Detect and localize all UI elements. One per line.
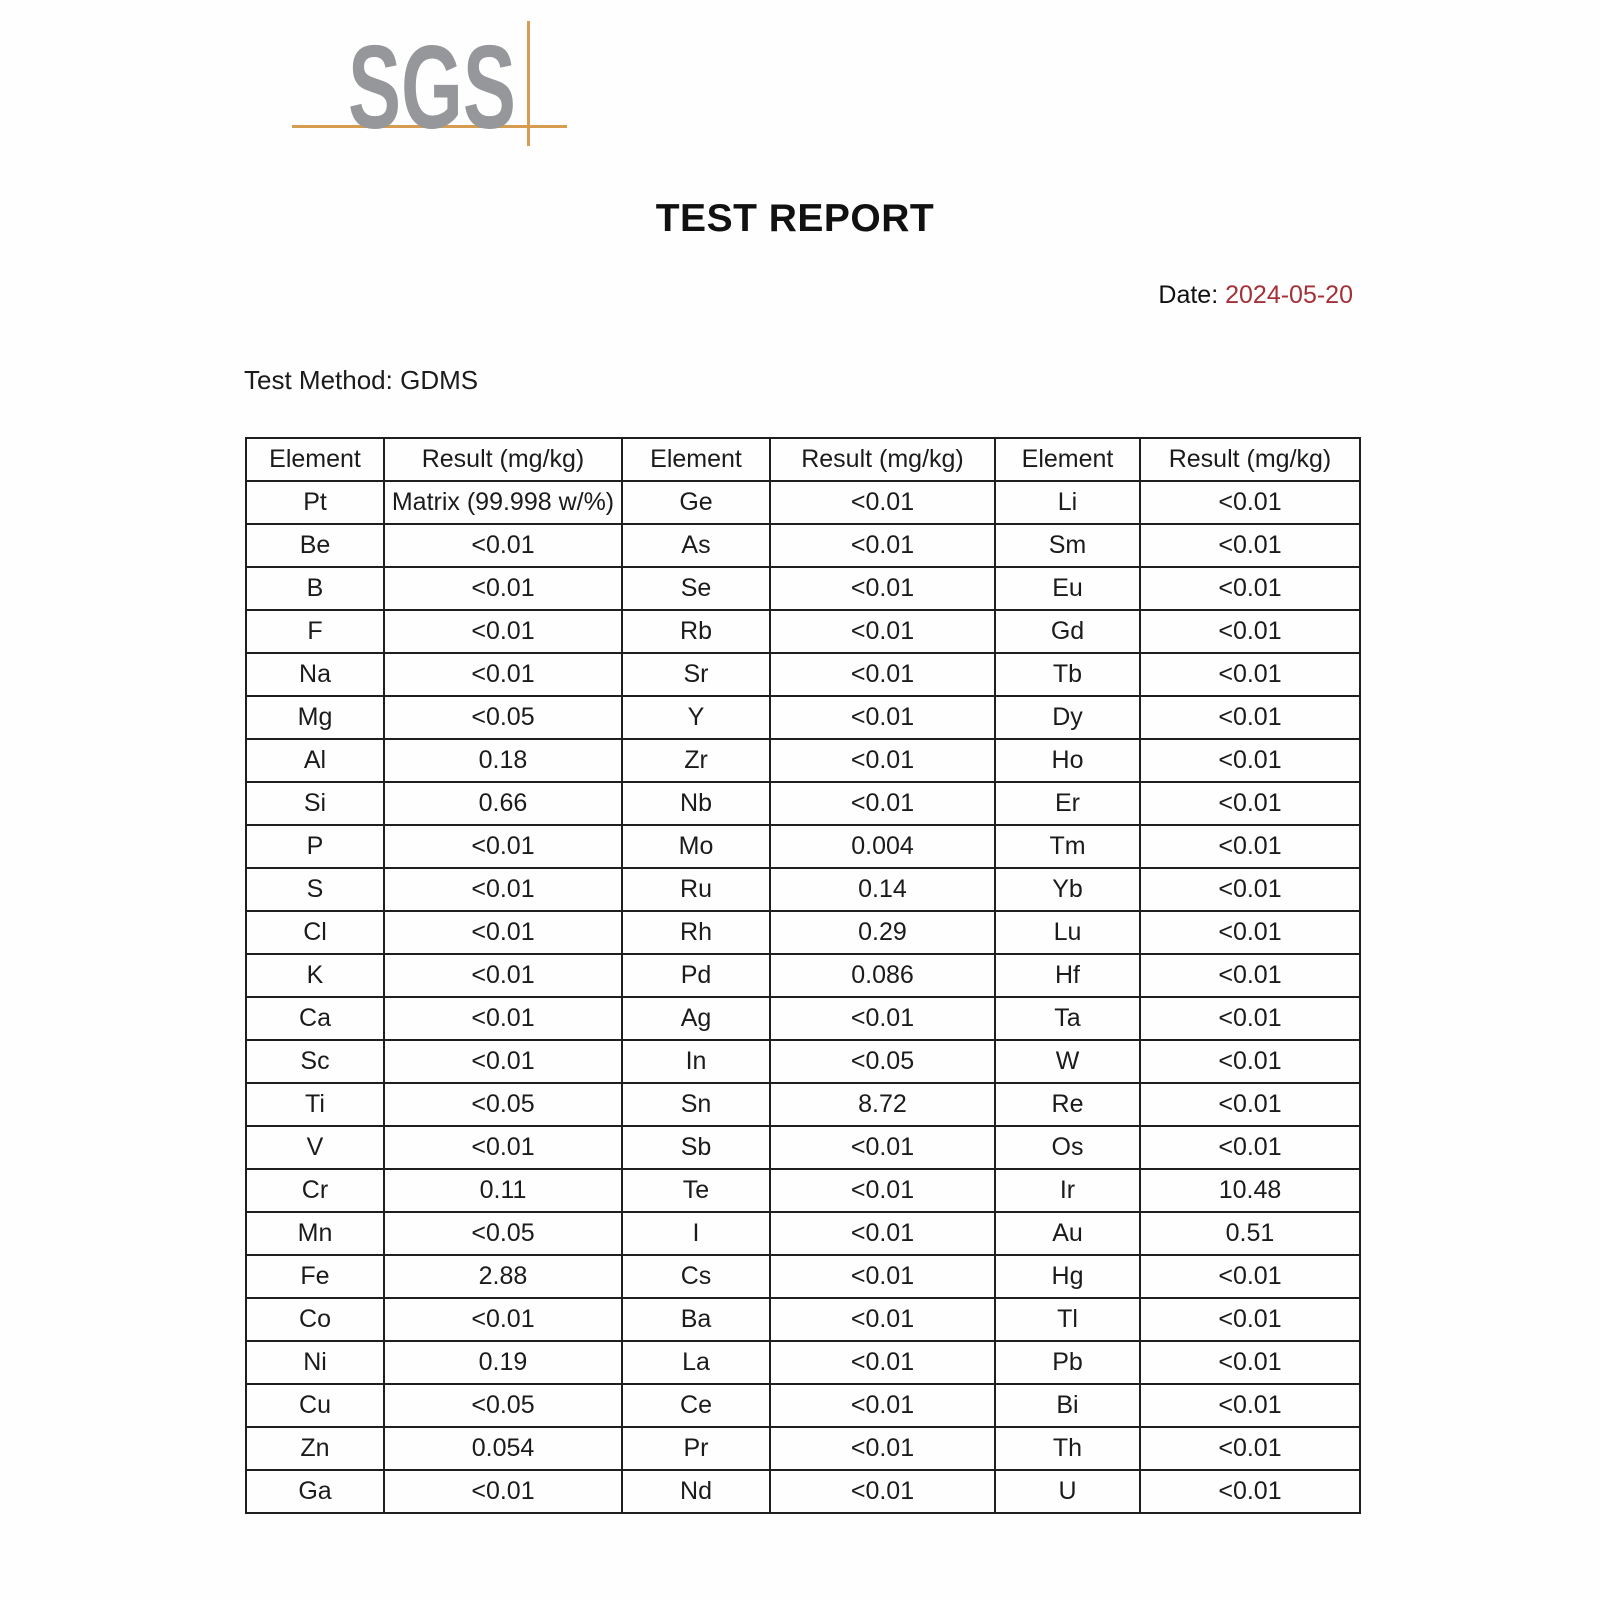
element-cell: Sm <box>995 524 1140 567</box>
result-cell: <0.01 <box>1140 610 1360 653</box>
table-header-row <box>246 438 1360 481</box>
element-cell: Ge <box>622 481 770 524</box>
table-row <box>246 567 1360 610</box>
logo-text: SGS <box>348 21 516 154</box>
element-cell: Hg <box>995 1255 1140 1298</box>
result-cell: <0.01 <box>770 1384 995 1427</box>
date-value: 2024-05-20 <box>1225 281 1353 309</box>
sgs-logo <box>0 0 640 175</box>
element-cell: Rh <box>622 911 770 954</box>
element-cell: Pt <box>246 481 384 524</box>
result-cell: <0.01 <box>770 1298 995 1341</box>
result-cell: <0.01 <box>1140 1427 1360 1470</box>
element-cell: Ce <box>622 1384 770 1427</box>
result-cell: <0.01 <box>384 524 622 567</box>
result-cell: <0.01 <box>770 1126 995 1169</box>
result-cell: <0.01 <box>770 696 995 739</box>
table-row <box>246 1427 1360 1470</box>
element-cell: Si <box>246 782 384 825</box>
element-cell: Sn <box>622 1083 770 1126</box>
element-cell: V <box>246 1126 384 1169</box>
element-cell: Na <box>246 653 384 696</box>
table-row <box>246 524 1360 567</box>
result-cell: <0.01 <box>1140 1040 1360 1083</box>
table-row <box>246 1212 1360 1255</box>
result-cell: <0.01 <box>1140 782 1360 825</box>
column-header-result-3: Result (mg/kg) <box>1140 438 1360 481</box>
table-row <box>246 481 1360 524</box>
result-cell: <0.01 <box>1140 1083 1360 1126</box>
element-cell: K <box>246 954 384 997</box>
result-cell: <0.05 <box>384 1384 622 1427</box>
result-cell: <0.01 <box>770 481 995 524</box>
table-row <box>246 1298 1360 1341</box>
column-header-element-3: Element <box>995 438 1140 481</box>
element-cell: Pr <box>622 1427 770 1470</box>
element-cell: Cr <box>246 1169 384 1212</box>
result-cell: <0.01 <box>1140 954 1360 997</box>
result-cell: <0.01 <box>1140 1384 1360 1427</box>
column-header-element-1: Element <box>246 438 384 481</box>
element-cell: Co <box>246 1298 384 1341</box>
result-cell: <0.01 <box>1140 1470 1360 1513</box>
table-row <box>246 1169 1360 1212</box>
element-cell: Zr <box>622 739 770 782</box>
result-cell: <0.05 <box>384 696 622 739</box>
element-cell: Y <box>622 696 770 739</box>
test-method-line <box>244 366 478 394</box>
element-cell: Te <box>622 1169 770 1212</box>
result-cell: <0.01 <box>1140 1126 1360 1169</box>
result-cell: 8.72 <box>770 1083 995 1126</box>
table-row <box>246 868 1360 911</box>
result-cell: <0.01 <box>1140 653 1360 696</box>
element-cell: Tm <box>995 825 1140 868</box>
element-cell: Au <box>995 1212 1140 1255</box>
element-cell: Mo <box>622 825 770 868</box>
result-cell: <0.01 <box>770 610 995 653</box>
result-cell: <0.01 <box>384 1298 622 1341</box>
result-cell: <0.01 <box>770 653 995 696</box>
element-cell: Th <box>995 1427 1140 1470</box>
element-cell: F <box>246 610 384 653</box>
result-cell: <0.01 <box>1140 1341 1360 1384</box>
result-cell: <0.01 <box>770 1255 995 1298</box>
element-cell: Lu <box>995 911 1140 954</box>
page-title: TEST REPORT <box>655 197 935 240</box>
element-cell: Tl <box>995 1298 1140 1341</box>
element-cell: B <box>246 567 384 610</box>
table-row <box>246 1341 1360 1384</box>
element-cell: U <box>995 1470 1140 1513</box>
result-cell: <0.01 <box>384 954 622 997</box>
element-cell: Bi <box>995 1384 1140 1427</box>
element-cell: Be <box>246 524 384 567</box>
element-cell: Al <box>246 739 384 782</box>
element-cell: Zn <box>246 1427 384 1470</box>
result-cell: <0.01 <box>770 1427 995 1470</box>
element-cell: Yb <box>995 868 1140 911</box>
result-cell: <0.01 <box>1140 481 1360 524</box>
result-cell: <0.01 <box>384 997 622 1040</box>
results-table <box>245 437 1361 1514</box>
element-cell: Os <box>995 1126 1140 1169</box>
table-row <box>246 1384 1360 1427</box>
element-cell: Tb <box>995 653 1140 696</box>
result-cell: 0.19 <box>384 1341 622 1384</box>
table-row <box>246 997 1360 1040</box>
element-cell: Cu <box>246 1384 384 1427</box>
table-row <box>246 782 1360 825</box>
element-cell: I <box>622 1212 770 1255</box>
element-cell: Sb <box>622 1126 770 1169</box>
table-row <box>246 954 1360 997</box>
element-cell: S <box>246 868 384 911</box>
result-cell: <0.01 <box>1140 696 1360 739</box>
table-row <box>246 1255 1360 1298</box>
result-cell: <0.01 <box>770 567 995 610</box>
element-cell: Ni <box>246 1341 384 1384</box>
test-method-value: GDMS <box>400 365 479 395</box>
element-cell: Ho <box>995 739 1140 782</box>
table-row <box>246 653 1360 696</box>
element-cell: Ru <box>622 868 770 911</box>
table-row <box>246 825 1360 868</box>
element-cell: Fe <box>246 1255 384 1298</box>
element-cell: Pb <box>995 1341 1140 1384</box>
element-cell: As <box>622 524 770 567</box>
result-cell: 0.51 <box>1140 1212 1360 1255</box>
element-cell: Ti <box>246 1083 384 1126</box>
result-cell: <0.01 <box>384 911 622 954</box>
result-cell: <0.01 <box>770 1212 995 1255</box>
date-line <box>245 281 1353 309</box>
table-row <box>246 1470 1360 1513</box>
element-cell: Rb <box>622 610 770 653</box>
result-cell: 2.88 <box>384 1255 622 1298</box>
result-cell: 0.66 <box>384 782 622 825</box>
table-row <box>246 696 1360 739</box>
element-cell: Cs <box>622 1255 770 1298</box>
result-cell: <0.05 <box>770 1040 995 1083</box>
element-cell: Nd <box>622 1470 770 1513</box>
element-cell: Ba <box>622 1298 770 1341</box>
table-row <box>246 911 1360 954</box>
element-cell: Mn <box>246 1212 384 1255</box>
element-cell: Pd <box>622 954 770 997</box>
result-cell: <0.01 <box>1140 997 1360 1040</box>
table-row <box>246 1126 1360 1169</box>
result-cell: <0.01 <box>770 782 995 825</box>
result-cell: <0.01 <box>384 868 622 911</box>
element-cell: Hf <box>995 954 1140 997</box>
element-cell: Sc <box>246 1040 384 1083</box>
element-cell: In <box>622 1040 770 1083</box>
table-row <box>246 739 1360 782</box>
result-cell: 0.18 <box>384 739 622 782</box>
results-table-body <box>246 481 1360 1513</box>
result-cell: <0.01 <box>770 739 995 782</box>
date-label: Date: <box>1158 281 1219 309</box>
element-cell: Sr <box>622 653 770 696</box>
result-cell: <0.01 <box>1140 1255 1360 1298</box>
column-header-result-2: Result (mg/kg) <box>770 438 995 481</box>
result-cell: <0.01 <box>384 610 622 653</box>
result-cell: <0.01 <box>770 1470 995 1513</box>
table-row <box>246 610 1360 653</box>
element-cell: Ag <box>622 997 770 1040</box>
element-cell: P <box>246 825 384 868</box>
column-header-result-1: Result (mg/kg) <box>384 438 622 481</box>
result-cell: <0.01 <box>384 653 622 696</box>
result-cell: 0.086 <box>770 954 995 997</box>
element-cell: Ga <box>246 1470 384 1513</box>
element-cell: La <box>622 1341 770 1384</box>
result-cell: <0.01 <box>384 825 622 868</box>
element-cell: Se <box>622 567 770 610</box>
element-cell: Re <box>995 1083 1140 1126</box>
table-row <box>246 1083 1360 1126</box>
element-cell: Li <box>995 481 1140 524</box>
result-cell: 0.004 <box>770 825 995 868</box>
result-cell: <0.01 <box>1140 1298 1360 1341</box>
element-cell: Eu <box>995 567 1140 610</box>
result-cell: <0.01 <box>384 1470 622 1513</box>
result-cell: <0.01 <box>770 997 995 1040</box>
result-cell: 0.11 <box>384 1169 622 1212</box>
result-cell: 0.29 <box>770 911 995 954</box>
element-cell: Ca <box>246 997 384 1040</box>
result-cell: <0.01 <box>1140 739 1360 782</box>
element-cell: Nb <box>622 782 770 825</box>
result-cell: <0.05 <box>384 1212 622 1255</box>
result-cell: <0.01 <box>1140 911 1360 954</box>
test-method-label: Test Method: <box>244 365 393 395</box>
result-cell: 0.054 <box>384 1427 622 1470</box>
result-cell: <0.01 <box>1140 567 1360 610</box>
result-cell: <0.01 <box>384 567 622 610</box>
element-cell: Mg <box>246 696 384 739</box>
result-cell: Matrix (99.998 w/%) <box>384 481 622 524</box>
element-cell: Er <box>995 782 1140 825</box>
result-cell: <0.05 <box>384 1083 622 1126</box>
element-cell: Dy <box>995 696 1140 739</box>
result-cell: <0.01 <box>1140 825 1360 868</box>
result-cell: <0.01 <box>384 1040 622 1083</box>
result-cell: <0.01 <box>1140 868 1360 911</box>
result-cell: <0.01 <box>770 1169 995 1212</box>
element-cell: Ta <box>995 997 1140 1040</box>
result-cell: 10.48 <box>1140 1169 1360 1212</box>
result-cell: <0.01 <box>1140 524 1360 567</box>
element-cell: W <box>995 1040 1140 1083</box>
result-cell: <0.01 <box>770 1341 995 1384</box>
result-cell: <0.01 <box>770 524 995 567</box>
element-cell: Gd <box>995 610 1140 653</box>
column-header-element-2: Element <box>622 438 770 481</box>
table-row <box>246 1040 1360 1083</box>
result-cell: 0.14 <box>770 868 995 911</box>
element-cell: Cl <box>246 911 384 954</box>
element-cell: Ir <box>995 1169 1140 1212</box>
result-cell: <0.01 <box>384 1126 622 1169</box>
